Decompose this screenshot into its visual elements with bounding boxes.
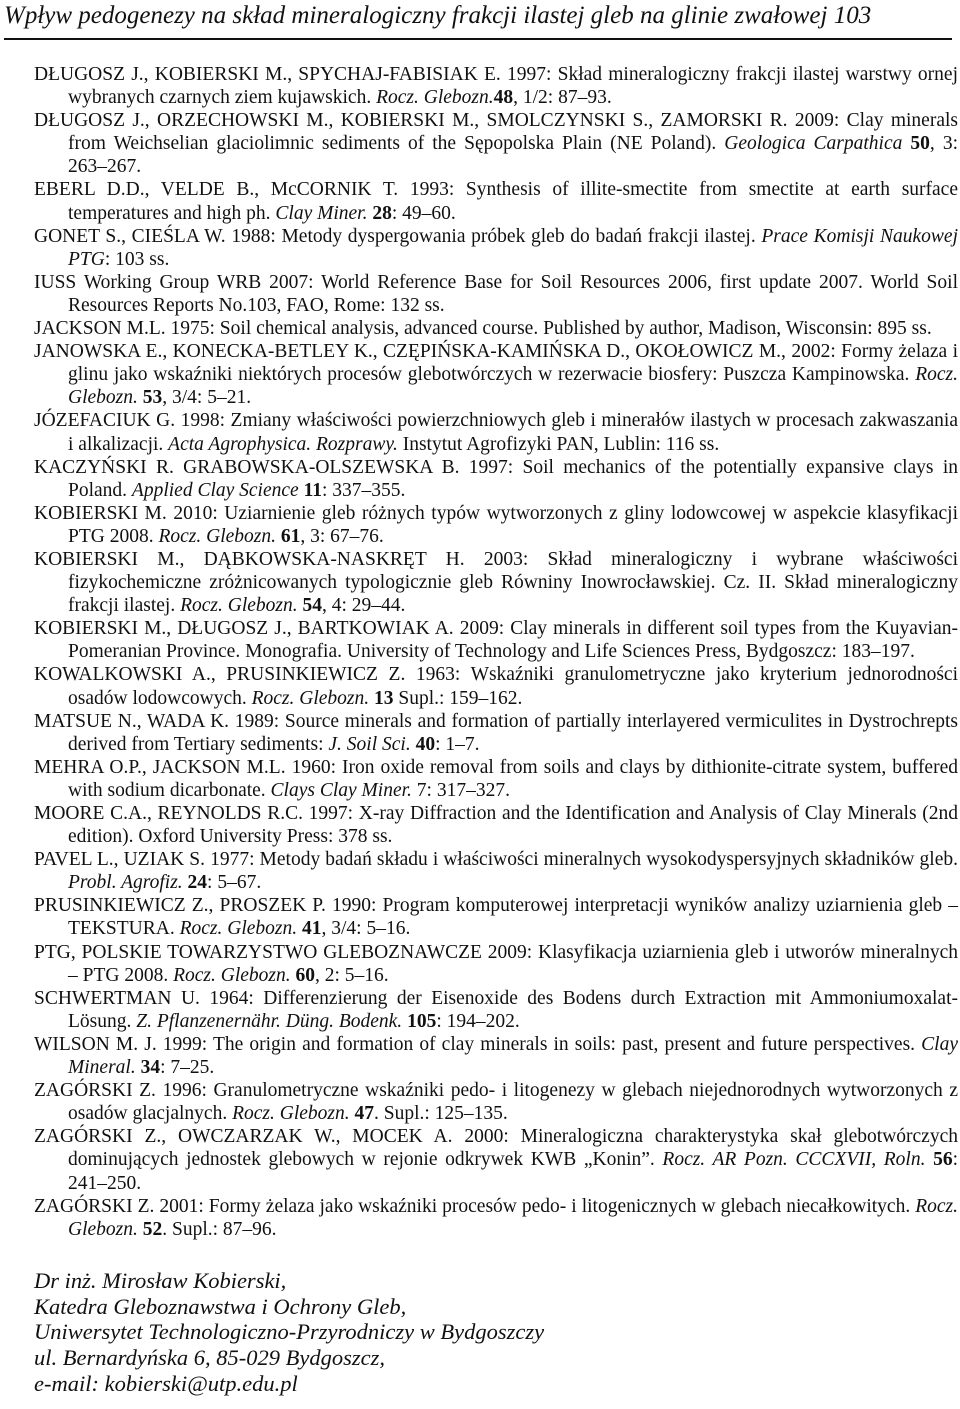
reference-volume: 50 — [910, 133, 930, 155]
reference-text: Supl.: 159–162. — [393, 687, 523, 709]
reference-entry — [34, 848, 958, 894]
reference-volume: 41 — [302, 918, 322, 940]
reference-journal: Rocz. Glebozn. — [251, 687, 370, 709]
reference-text: MEHRA O.P., JACKSON M.L. 1960: Iron oxide removal from soils and clays by dithionite-citrate system, buffered with sodium dicarbonate. — [34, 756, 958, 801]
reference-journal: Rocz. Glebozn. — [179, 918, 298, 940]
reference-text: KOWALKOWSKI A., PRUSINKIEWICZ Z. 1963: Wskaźniki granulometryczne jako kryterium jednorodności osadów lodowcowych. — [34, 664, 958, 709]
reference-text: , 3/4: 5–21. — [162, 387, 252, 409]
reference-text: , 4: 29–44. — [321, 595, 406, 617]
author-name: Dr inż. Mirosław Kobierski, — [34, 1268, 287, 1293]
reference-entry — [34, 63, 958, 109]
reference-volume: 13 — [374, 687, 394, 709]
reference-text: , 3/4: 5–16. — [321, 918, 411, 940]
author-department: Katedra Gleboznawstwa i Ochrony Gleb, — [34, 1293, 407, 1319]
reference-journal: Rocz. Glebozn. — [376, 87, 494, 109]
reference-journal: Clay Mineral. — [68, 1033, 958, 1079]
reference-entry — [34, 502, 958, 548]
reference-text: PRUSINKIEWICZ Z., PROSZEK P. 1990: Program komputerowej interpretacji wyników analizy uziarnienia gleb – TEKSTURA. — [34, 895, 958, 940]
reference-entry — [34, 894, 958, 940]
reference-journal: Rocz. Glebozn. — [180, 595, 298, 617]
reference-text: MOORE C.A., REYNOLDS R.C. 1997: X-ray Diffraction and the Identification and Analysis of Clay Minerals (2nd edition). Oxford University Press: 378 ss. — [34, 803, 958, 848]
reference-entry — [34, 941, 958, 987]
reference-journal: Rocz. Glebozn. — [232, 1103, 350, 1125]
reference-volume: 52 — [142, 1218, 163, 1240]
running-header: Wpływ pedogenezy na skład mineralogiczny frakcji ilastej gleb na glinie zwałowej 103 — [4, 2, 872, 29]
reference-text: : 5–67. — [207, 872, 262, 894]
reference-text: ZAGÓRSKI Z. 2001: Formy żelaza jako wskaźniki procesów pedo- i litogenicznych w glebach niecałkowitych. — [34, 1195, 916, 1217]
reference-text: KOBIERSKI M. 2010: Uziarnienie gleb różnych typów wytworzonych z gliny lodowcowej w aspekcie klasyfikacji PTG 2008. — [34, 502, 958, 547]
reference-entry — [34, 225, 958, 271]
reference-journal: Probl. Agrofiz. — [68, 872, 183, 894]
reference-journal: Rocz. Glebozn. — [158, 525, 276, 547]
reference-text: : 103 ss. — [104, 248, 170, 270]
reference-journal: Rocz. AR Pozn. CCCXVII, Roln. — [662, 1149, 926, 1171]
reference-journal: Clay Miner. — [275, 202, 368, 224]
reference-entry — [34, 756, 958, 802]
reference-entry — [34, 409, 958, 455]
reference-entry — [34, 987, 958, 1033]
reference-entry — [34, 178, 958, 224]
reference-journal: Applied Clay Science — [131, 479, 299, 501]
reference-list — [34, 63, 958, 1241]
reference-text: , 2: 5–16. — [315, 964, 389, 986]
author-email[interactable]: e-mail: kobierski@utp.edu.pl — [34, 1370, 298, 1396]
reference-volume: 54 — [302, 595, 322, 617]
reference-journal: Clays Clay Miner. — [270, 779, 412, 801]
reference-journal: Rocz. Glebozn. — [68, 1195, 958, 1240]
reference-text: PAVEL L., UZIAK S. 1977: Metody badań składu i właściwości mineralnych wysokodyspersyjnych składników gleb. — [34, 849, 958, 871]
reference-text: JACKSON M.L. 1975: Soil chemical analysis, advanced course. Published by author, Madison, Wisconsin: 895 ss. — [34, 318, 932, 340]
reference-entry — [34, 548, 958, 617]
reference-text: : 241–250. — [68, 1149, 958, 1194]
reference-text: GONET S., CIEŚLA W. 1988: Metody dyspergowania próbek gleb do badań frakcji ilastej. — [34, 225, 762, 247]
reference-entry — [34, 1195, 958, 1241]
reference-volume: 34 — [140, 1057, 161, 1079]
reference-text: KACZYŃSKI R. GRABOWSKA-OLSZEWSKA B. 1997: Soil mechanics of the potentially expansive clays in Poland. — [34, 456, 958, 501]
reference-entry — [34, 1125, 958, 1194]
reference-journal: J. Soil Sci. — [328, 733, 411, 755]
reference-text: , 3: 67–76. — [300, 525, 384, 547]
reference-text: DŁUGOSZ J., ORZECHOWSKI M., KOBIERSKI M., SMOLCZYNSKI S., ZAMORSKI R. 2009: Clay minerals from Weichselian glaciolimnic sediments of the Sępopolska Plain (NE Poland). — [34, 110, 958, 155]
reference-entry — [34, 663, 958, 709]
reference-entry — [34, 317, 958, 340]
reference-journal: Prace Komisji Naukowej PTG — [68, 225, 958, 270]
reference-entry — [34, 1079, 958, 1125]
reference-entry — [34, 340, 958, 409]
reference-text: : 49–60. — [391, 202, 456, 224]
reference-text: IUSS Working Group WRB 2007: World Reference Base for Soil Resources 2006, first update 2007. World Soil Resources Reports No.103, FAO, Rome: 132 ss. — [34, 271, 958, 316]
reference-journal: Z. Pflanzenernähr. Düng. Bodenk. — [136, 1010, 403, 1032]
reference-entry — [34, 109, 958, 178]
reference-volume: 105 — [407, 1010, 437, 1032]
reference-text: ZAGÓRSKI Z. 1996: Granulometryczne wskaźniki pedo- i litogenezy w glebach niejednorodnych wytworzonych z osadów glacjalnych. — [34, 1080, 958, 1125]
reference-text: WILSON M. J. 1999: The origin and formation of clay minerals in soils: past, present and future perspectives. — [34, 1033, 922, 1055]
reference-text: : 194–202. — [436, 1010, 520, 1032]
reference-text: ZAGÓRSKI Z., OWCZARZAK W., MOCEK A. 2000: Mineralogiczna charakterystyka skał glebotwórczych dominujących jednostek glebowych w rejonie odkrywek KWB „Konin”. — [34, 1126, 958, 1171]
reference-text: EBERL D.D., VELDE B., McCORNIK T. 1993: Synthesis of illite-smectite from smectite at earth surface temperatures and high ph. — [34, 179, 958, 224]
reference-text: PTG, POLSKIE TOWARZYSTWO GLEBOZNAWCZE 2009: Klasyfikacja uziarnienia gleb i utworów mineralnych – PTG 2008. — [34, 941, 958, 986]
reference-entry — [34, 710, 958, 756]
reference-entry — [34, 802, 958, 848]
reference-journal: Rocz. Glebozn. — [68, 364, 958, 409]
reference-text: JANOWSKA E., KONECKA-BETLEY K., CZĘPIŃSKA-KAMIŃSKA D., OKOŁOWICZ M., 2002: Formy żelaza i glinu jako wskaźniki niektórych procesów glebotwórczych w rezerwacie biosfery: Puszcza Kampinowska. — [34, 341, 958, 386]
reference-text: : 1–7. — [435, 733, 480, 755]
reference-entry — [34, 271, 958, 317]
reference-text: MATSUE N., WADA K. 1989: Source minerals and formation of partially interlayered vermiculites in Dystrochrepts derived from Tertiary sediments: — [34, 710, 958, 755]
reference-text: JÓZEFACIUK G. 1998: Zmiany właściwości powierzchniowych gleb i minerałów ilastych w procesach zakwaszania i alkalizacji. — [34, 410, 958, 455]
reference-text: , 3: 263–267. — [68, 133, 958, 178]
reference-volume: 24 — [187, 872, 208, 894]
reference-volume: 28 — [372, 202, 392, 224]
reference-volume: 56 — [933, 1149, 953, 1171]
reference-text: : 337–355. — [322, 479, 406, 501]
reference-entry — [34, 617, 958, 663]
reference-text: 7: 317–327. — [411, 779, 510, 801]
reference-text: . Supl.: 125–135. — [373, 1103, 508, 1125]
reference-text: Instytut Agrofizyki PAN, Lublin: 116 ss. — [397, 433, 720, 455]
reference-text: KOBIERSKI M., DĄBKOWSKA-NASKRĘT H. 2003: Skład mineralogiczny i wybrane właściwości fizykochemiczne zróżnicowanych typologicznie gleb Równiny Inowrocławskiej. Cz. II. Skład mineralogiczny frakcji ilastej. — [34, 548, 958, 617]
reference-text: . Supl.: 87–96. — [162, 1218, 277, 1240]
reference-volume: 61 — [280, 525, 301, 547]
reference-volume: 53 — [142, 387, 163, 409]
reference-journal: Geologica Carpathica — [724, 133, 903, 155]
reference-volume: 11 — [303, 479, 323, 501]
reference-text — [925, 1149, 933, 1170]
author-address: ul. Bernardyńska 6, 85-029 Bydgoszcz, — [34, 1345, 385, 1371]
reference-entry — [34, 456, 958, 502]
reference-journal: Rocz. Glebozn. — [173, 964, 291, 986]
reference-journal: Acta Agrophysica. Rozprawy. — [168, 433, 398, 455]
reference-volume: 40 — [415, 733, 436, 755]
author-university: Uniwersytet Technologiczno-Przyrodniczy w Bydgoszczy — [34, 1319, 545, 1345]
reference-text: KOBIERSKI M., DŁUGOSZ J., BARTKOWIAK A. 2009: Clay minerals in different soil types from the Kuyavian-Pomeranian Province. Monografia. University of Technology and Life Sciences Press, Bydgoszcz: 183–197. — [34, 618, 958, 663]
reference-volume: 60 — [295, 964, 315, 986]
reference-entry — [34, 1033, 958, 1079]
reference-text: DŁUGOSZ J., KOBIERSKI M., SPYCHAJ-FABISIAK E. 1997: Skład mineralogiczny frakcji ilastej warstwy ornej wybranych czarnych ziem kujawskich. — [34, 64, 958, 109]
reference-text: : 7–25. — [160, 1057, 215, 1079]
reference-text: SCHWERTMAN U. 1964: Differenzierung der Eisenoxide des Bodens durch Extraction mit Ammoniumoxalat-Lösung. — [34, 987, 958, 1032]
reference-volume: 48 — [493, 87, 514, 109]
reference-volume: 47 — [354, 1103, 374, 1125]
reference-text: , 1/2: 87–93. — [513, 87, 612, 109]
author-affiliation — [34, 1268, 934, 1397]
header-rule — [4, 38, 952, 40]
